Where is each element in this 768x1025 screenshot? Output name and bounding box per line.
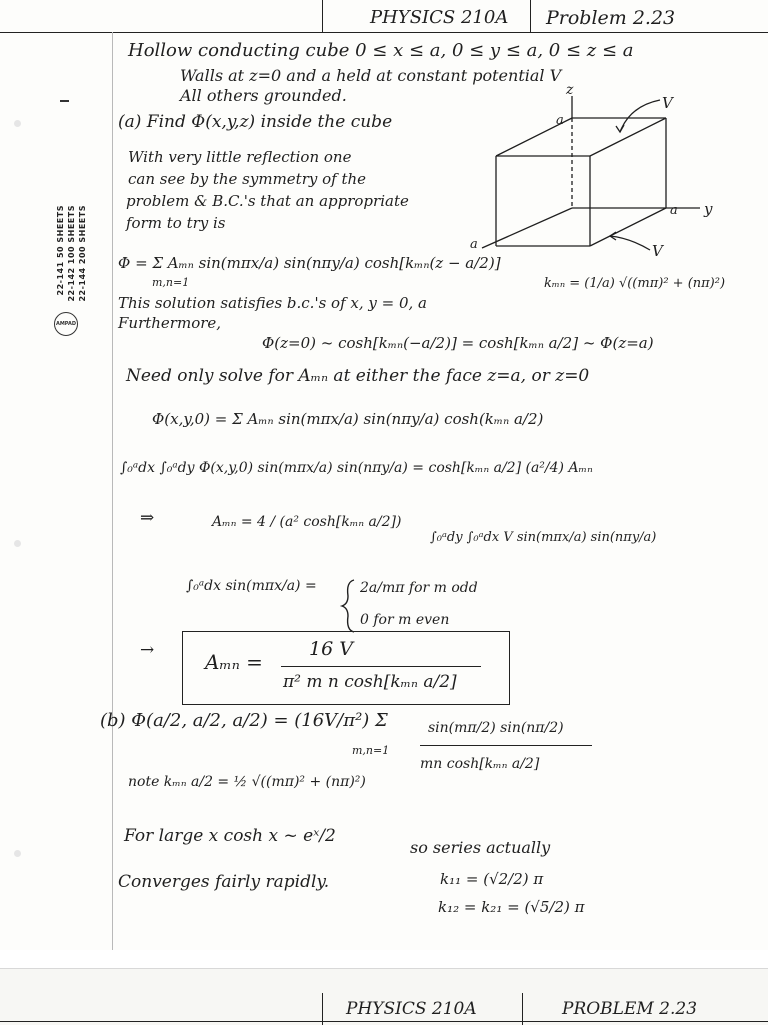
header-rule <box>0 32 768 33</box>
cosh-approx: For large x cosh x ~ eˣ/2 <box>124 826 336 846</box>
answer-lhs: Aₘₙ = <box>205 650 263 674</box>
pad-imprint-col2: 22-142 100 SHEETS <box>67 205 76 302</box>
footer-divider-left <box>322 993 323 1025</box>
k12-value: k₁₂ = k₂₁ = (√5/2) π <box>438 898 585 916</box>
odd-case: 2a/mπ for m odd <box>360 580 478 596</box>
part-b-numerator: sin(mπ/2) sin(nπ/2) <box>428 720 564 736</box>
statement-line-3: All others grounded. <box>180 86 347 105</box>
furthermore-label: Furthermore, <box>118 314 222 332</box>
part-a-heading: (a) Find Φ(x,y,z) inside the cube <box>118 112 393 132</box>
orthogonality-integral: ∫₀ᵃdx ∫₀ᵃdy Φ(x,y,0) sin(mπx/a) sin(nπy/a) = cosh[kₘₙ a/2] (a²/4) Aₘₙ <box>120 460 593 476</box>
x-integral: ∫₀ᵃdx sin(mπx/a) = <box>186 578 317 594</box>
even-case: 0 for m even <box>360 612 450 628</box>
diagram-v-bottom: V <box>652 242 663 260</box>
solve-note: Need only solve for Aₘₙ at either the face z=a, or z=0 <box>126 366 590 386</box>
footer-course: PHYSICS 210A <box>346 999 477 1019</box>
case-brace <box>342 578 356 634</box>
trial-sum-index: m,n=1 <box>152 276 190 289</box>
footer-divider-right <box>522 993 523 1025</box>
diagram-z-label: z <box>566 82 574 98</box>
answer-box <box>182 631 510 705</box>
k-note: note kₘₙ a/2 = ½ √((mπ)² + (nπ)²) <box>128 774 366 790</box>
part-b-sum-index: m,n=1 <box>352 744 390 757</box>
binder-hole <box>14 120 21 127</box>
pad-imprint <box>52 205 92 300</box>
cube-diagram <box>460 82 720 260</box>
header-problem: Problem 2.23 <box>546 7 676 29</box>
statement-line-2: Walls at z=0 and a held at constant potential V <box>180 66 562 85</box>
cube-edge <box>590 118 666 156</box>
statement-line-1: Hollow conducting cube 0 ≤ x ≤ a, 0 ≤ y ≤ a, 0 ≤ z ≤ a <box>128 40 634 61</box>
header-divider-right <box>530 0 531 32</box>
series-note: so series actually <box>410 838 551 857</box>
symmetry-equation: Φ(z=0) ~ cosh[kₘₙ(−a/2)] = cosh[kₘₙ a/2] ~ Φ(z=a) <box>262 334 654 352</box>
brace-path <box>342 580 354 632</box>
boundary-expansion: Φ(x,y,0) = Σ Aₘₙ sin(mπx/a) sin(nπy/a) cosh(kₘₙ a/2) <box>152 410 544 428</box>
margin-line <box>112 32 113 950</box>
margin-tick <box>60 100 69 102</box>
diagram-a-x: a <box>470 237 478 252</box>
part-b-denominator: mn cosh[kₘₙ a/2] <box>420 756 540 772</box>
footer-problem: PROBLEM 2.23 <box>562 999 698 1019</box>
answer-denominator: π² m n cosh[kₘₙ a/2] <box>283 672 457 692</box>
footer-rule <box>0 1021 768 1022</box>
part-b-fraction-bar <box>420 745 592 746</box>
amn-integral: ∫₀ᵃdy ∫₀ᵃdx V sin(mπx/a) sin(nπy/a) <box>430 530 657 545</box>
ampad-logo-text: AMPAD <box>55 321 77 327</box>
v-arrowhead-top <box>616 125 624 132</box>
result-arrow: → <box>140 640 155 660</box>
header-divider-left <box>322 0 323 32</box>
next-page-header <box>0 968 768 1025</box>
pad-imprint-col3: 22-144 200 SHEETS <box>78 205 87 302</box>
implies-arrow: ⇒ <box>140 508 155 528</box>
amn-formula: Aₘₙ = 4 / (a² cosh[kₘₙ a/2]) <box>212 514 402 530</box>
answer-numerator: 16 V <box>309 638 353 660</box>
k-definition: kₘₙ = (1/a) √((mπ)² + (nπ)²) <box>544 276 726 291</box>
reasoning-line-4: form to try is <box>126 214 226 232</box>
v-arrow-top <box>620 100 660 132</box>
k11-value: k₁₁ = (√2/2) π <box>440 870 544 888</box>
ampad-logo <box>54 312 78 336</box>
binder-hole <box>14 540 21 547</box>
answer-fraction-bar <box>281 666 481 667</box>
binder-hole <box>14 850 21 857</box>
reasoning-line-1: With very little reflection one <box>128 148 352 166</box>
diagram-a-top: a <box>556 113 564 128</box>
reasoning-line-3: problem & B.C.'s that an appropriate <box>126 192 409 210</box>
trial-solution: Φ = Σ Aₘₙ sin(mπx/a) sin(nπy/a) cosh[kₘₙ(z − a/2)] <box>118 254 501 272</box>
reasoning-line-2: can see by the symmetry of the <box>128 170 367 188</box>
v-arrow-bottom <box>610 236 650 250</box>
converges-note: Converges fairly rapidly. <box>118 872 330 892</box>
bc-note: This solution satisfies b.c.'s of x, y = 0, a <box>118 294 427 312</box>
pad-imprint-col1: 22-141 50 SHEETS <box>56 205 65 296</box>
diagram-v-top: V <box>662 94 673 112</box>
part-b-equation: (b) Φ(a/2, a/2, a/2) = (16V/π²) Σ <box>100 710 388 731</box>
diagram-y-label: y <box>704 200 713 218</box>
diagram-a-y: a <box>670 203 678 218</box>
header-course: PHYSICS 210A <box>370 7 509 28</box>
